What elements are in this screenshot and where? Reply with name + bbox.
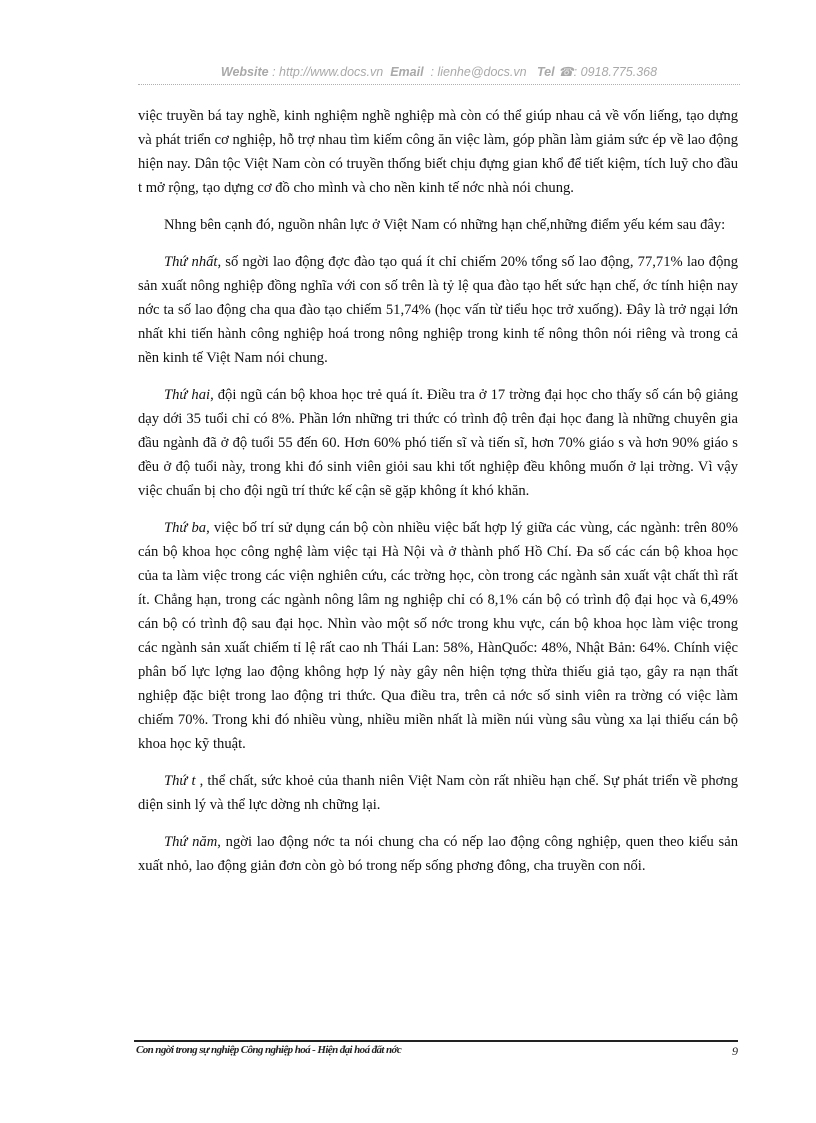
paragraph-4: [138, 383, 738, 503]
paragraph-lead: Thứ hai: [164, 387, 211, 403]
document-body: [138, 104, 738, 891]
website-label: Website: [220, 65, 269, 79]
paragraph-2: [138, 213, 738, 237]
paragraph-6: [138, 769, 738, 817]
paragraph-lead: Thứ t: [164, 773, 196, 789]
paragraph-text: , ngời lao động nớc ta nói chung cha có nếp lao động công nghiệp, quen theo kiểu sản xuất nhỏ, lao động giản đơn còn gò bó trong nếp sống phơng đông, cha truyền con nối.: [138, 834, 739, 874]
email-value: : lienhe@docs.vn: [430, 65, 527, 79]
footer-divider: [134, 1040, 738, 1042]
paragraph-3: [138, 250, 738, 370]
paragraph-5: [138, 516, 738, 756]
website-value: : http://www.docs.vn: [272, 65, 384, 79]
paragraph-lead: Thứ năm: [164, 834, 218, 850]
paragraph-7: [138, 830, 738, 878]
paragraph-lead: Thứ nhất: [164, 254, 218, 270]
paragraph-text: , thể chất, sức khoẻ của thanh niên Việt Nam còn rất nhiều hạn chế. Sự phát triển về phơng diện sinh lý và thể lực dờng nh chững lại.: [138, 773, 738, 813]
paragraph-text: , số ngời lao động đợc đào tạo quá ít chỉ chiếm 20% tổng số lao động, 77,71% lao động sản xuất nông nghiệp đồng nghĩa với con số trên là tỷ lệ qua đào tạo hết sức hạn chế, ớc tính hiện nay nớc ta số lao động cha qua đào tạo chiếm 51,74% (học vấn từ tiểu học trở xuống). Đây là trở ngại lớn nhất khi tiến hành công nghiệp hoá trong nông nghiệp trong kinh tế nông thôn nói riêng và trong cả nền kinh tế Việt Nam nói chung.: [138, 254, 738, 366]
tel-value: ☎: 0918.775.368: [558, 65, 658, 79]
page-header: [138, 64, 740, 79]
paragraph-text: , việc bố trí sử dụng cán bộ còn nhiều việc bất hợp lý giữa các vùng, các ngành: trên 80% cán bộ khoa học công nghệ làm việc tại Hà Nội và ở thành phố Hồ Chí. Đa số các cán bộ khoa học của ta làm việc trong các viện nghiên cứu, các trờng học, còn trong các ngành sản xuất vật chất thì rất ít. Chẳng hạn, trong các ngành nông lâm ng nghiệp chỉ có 8,1% cán bộ có trình độ đại học và 6,49% cán bộ có trình độ sau đại học. Nhìn vào một số nớc trong khu vực, cán bộ khoa học làm việc trong các ngành sản xuất chiếm tỉ lệ rất cao nh Thái Lan: 58%, HànQuốc: 48%, Nhật Bản: 64%. Chính việc phân bố lực lợng lao động không hợp lý này gây nên hiện tợng thừa thiếu giả tạo, gây ra nạn thất nghiệp đặc biệt trong lao động tri thức. Qua điều tra, trên cả nớc số sinh viên ra trờng có việc làm chiếm 70%. Trong khi đó nhiều vùng, nhiều miền nhất là miền núi vùng sâu vùng xa lại thiếu cán bộ khoa học kỹ thuật.: [138, 520, 738, 752]
tel-label: Tel: [537, 65, 555, 79]
paragraph-lead: Thứ ba: [164, 520, 207, 536]
paragraph-text: Nhng bên cạnh đó, nguồn nhân lực ở Việt Nam có những hạn chế,những điểm yếu kém sau đây:: [164, 217, 726, 233]
email-label: Email: [390, 65, 424, 79]
header-divider: [138, 84, 740, 85]
page-number: 9: [732, 1044, 738, 1058]
paragraph-1: [138, 104, 738, 200]
paragraph-text: việc truyền bá tay nghề, kinh nghiệm nghề nghiệp mà còn có thể giúp nhau cả về vốn liếng, tạo dựng và phát triển cơ nghiệp, hỗ trợ nhau tìm kiếm công ăn việc làm, góp phần làm giảm sức ép về lao động hiện nay. Dân tộc Việt Nam còn có truyền thống biết chịu đựng gian khổ để tiết kiệm, tích luỹ cho đầu t mở rộng, tạo dựng cơ đồ cho mình và cho nền kinh tế nớc nhà nói chung.: [138, 108, 738, 196]
footer-title: Con ngời trong sự nghiệp Công nghiệp hoá - Hiện đại hoá đất nớc: [136, 1044, 402, 1056]
paragraph-text: , đội ngũ cán bộ khoa học trẻ quá ít. Điều tra ở 17 trờng đại học cho thấy số cán bộ giảng dạy dới 35 tuổi chỉ có 8%. Phần lớn những tri thức có trình độ trên đại học đang là những chuyên gia đầu ngành đã ở độ tuổi 55 đến 60. Hơn 60% phó tiến sĩ và tiến sĩ, hơn 70% giáo s và hơn 90% giáo s đều ở độ tuổi này, trong khi đó sinh viên giỏi sau khi tốt nghiệp đều không muốn ở lại trờng. Vì vậy việc chuẩn bị cho đội ngũ trí thức kế cận sẽ gặp không ít khó khăn.: [138, 387, 738, 499]
